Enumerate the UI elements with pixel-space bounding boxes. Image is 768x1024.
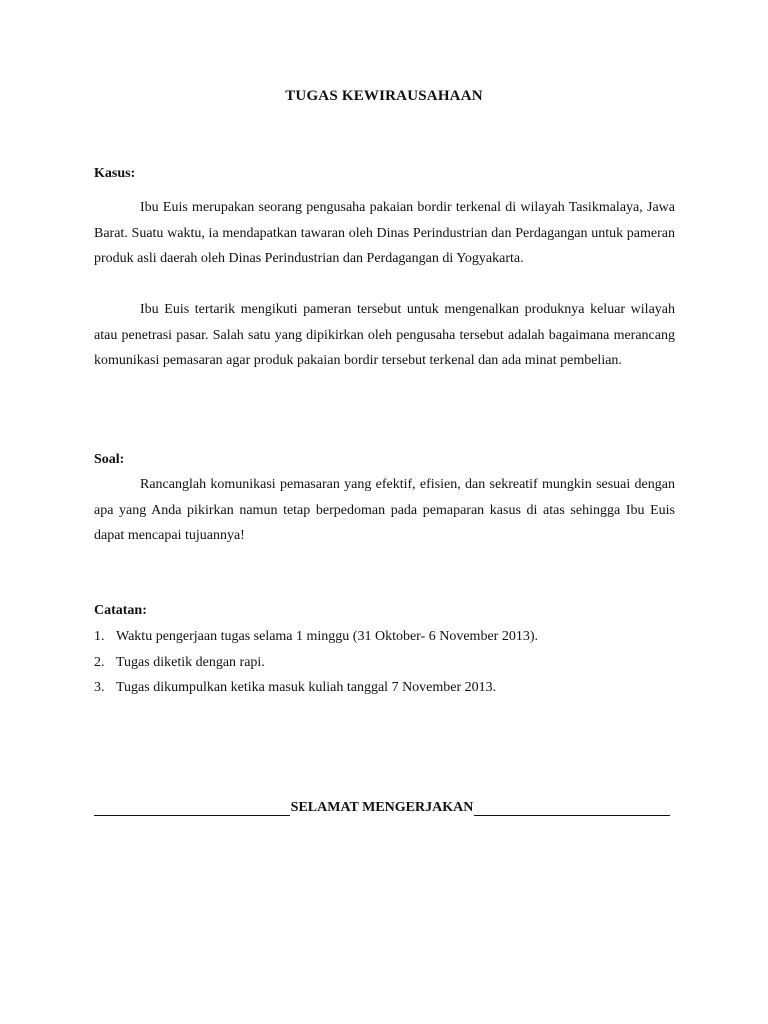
catatan-heading: Catatan: [94,603,147,618]
list-item [94,675,538,701]
closing-line [94,800,670,816]
left-underline [94,801,290,816]
kasus-paragraph-1: Ibu Euis merupakan seorang pengusaha pakaian bordir terkenal di wilayah Tasikmalaya, Jawa Barat. Suatu waktu, ia mendapatkan tawaran oleh Dinas Perindustrian dan Perdagangan untuk pameran produk asli daerah oleh Dinas Perindustrian dan Perdagangan di Yogyakarta. [94,200,675,266]
list-item [94,624,538,650]
page-title: TUGAS KEWIRAUSAHAAN [285,88,483,104]
list-item-number: 1. [94,629,105,644]
list-item-text: Waktu pengerjaan tugas selama 1 minggu (31 Oktober- 6 November 2013). [116,629,538,644]
kasus-heading: Kasus: [94,166,136,181]
kasus-paragraph-2: Ibu Euis tertarik mengikuti pameran tersebut untuk mengenalkan produknya keluar wilayah atau penetrasi pasar. Salah satu yang dipikirkan oleh pengusaha tersebut adalah bagaimana merancang komunikasi pemasaran agar produk pakaian bordir tersebut terkenal dan ada minat pembelian. [94,302,675,368]
list-item [94,650,538,676]
soal-paragraph: Rancanglah komunikasi pemasaran yang efektif, efisien, dan sekreatif mungkin sesuai dengan apa yang Anda pikirkan namun tetap berpedoman pada pemaparan kasus di atas sehingga Ibu Euis dapat mencapai tujuannya! [94,477,675,543]
soal-heading: Soal: [94,452,125,467]
list-item-text: Tugas dikumpulkan ketika masuk kuliah tanggal 7 November 2013. [116,680,497,695]
list-item-text: Tugas diketik dengan rapi. [116,654,265,670]
closing-text: SELAMAT MENGERJAKAN [290,800,474,815]
list-item-number: 2. [94,654,105,670]
catatan-list [94,624,538,701]
list-item-number: 3. [94,680,105,695]
right-underline [474,801,670,816]
